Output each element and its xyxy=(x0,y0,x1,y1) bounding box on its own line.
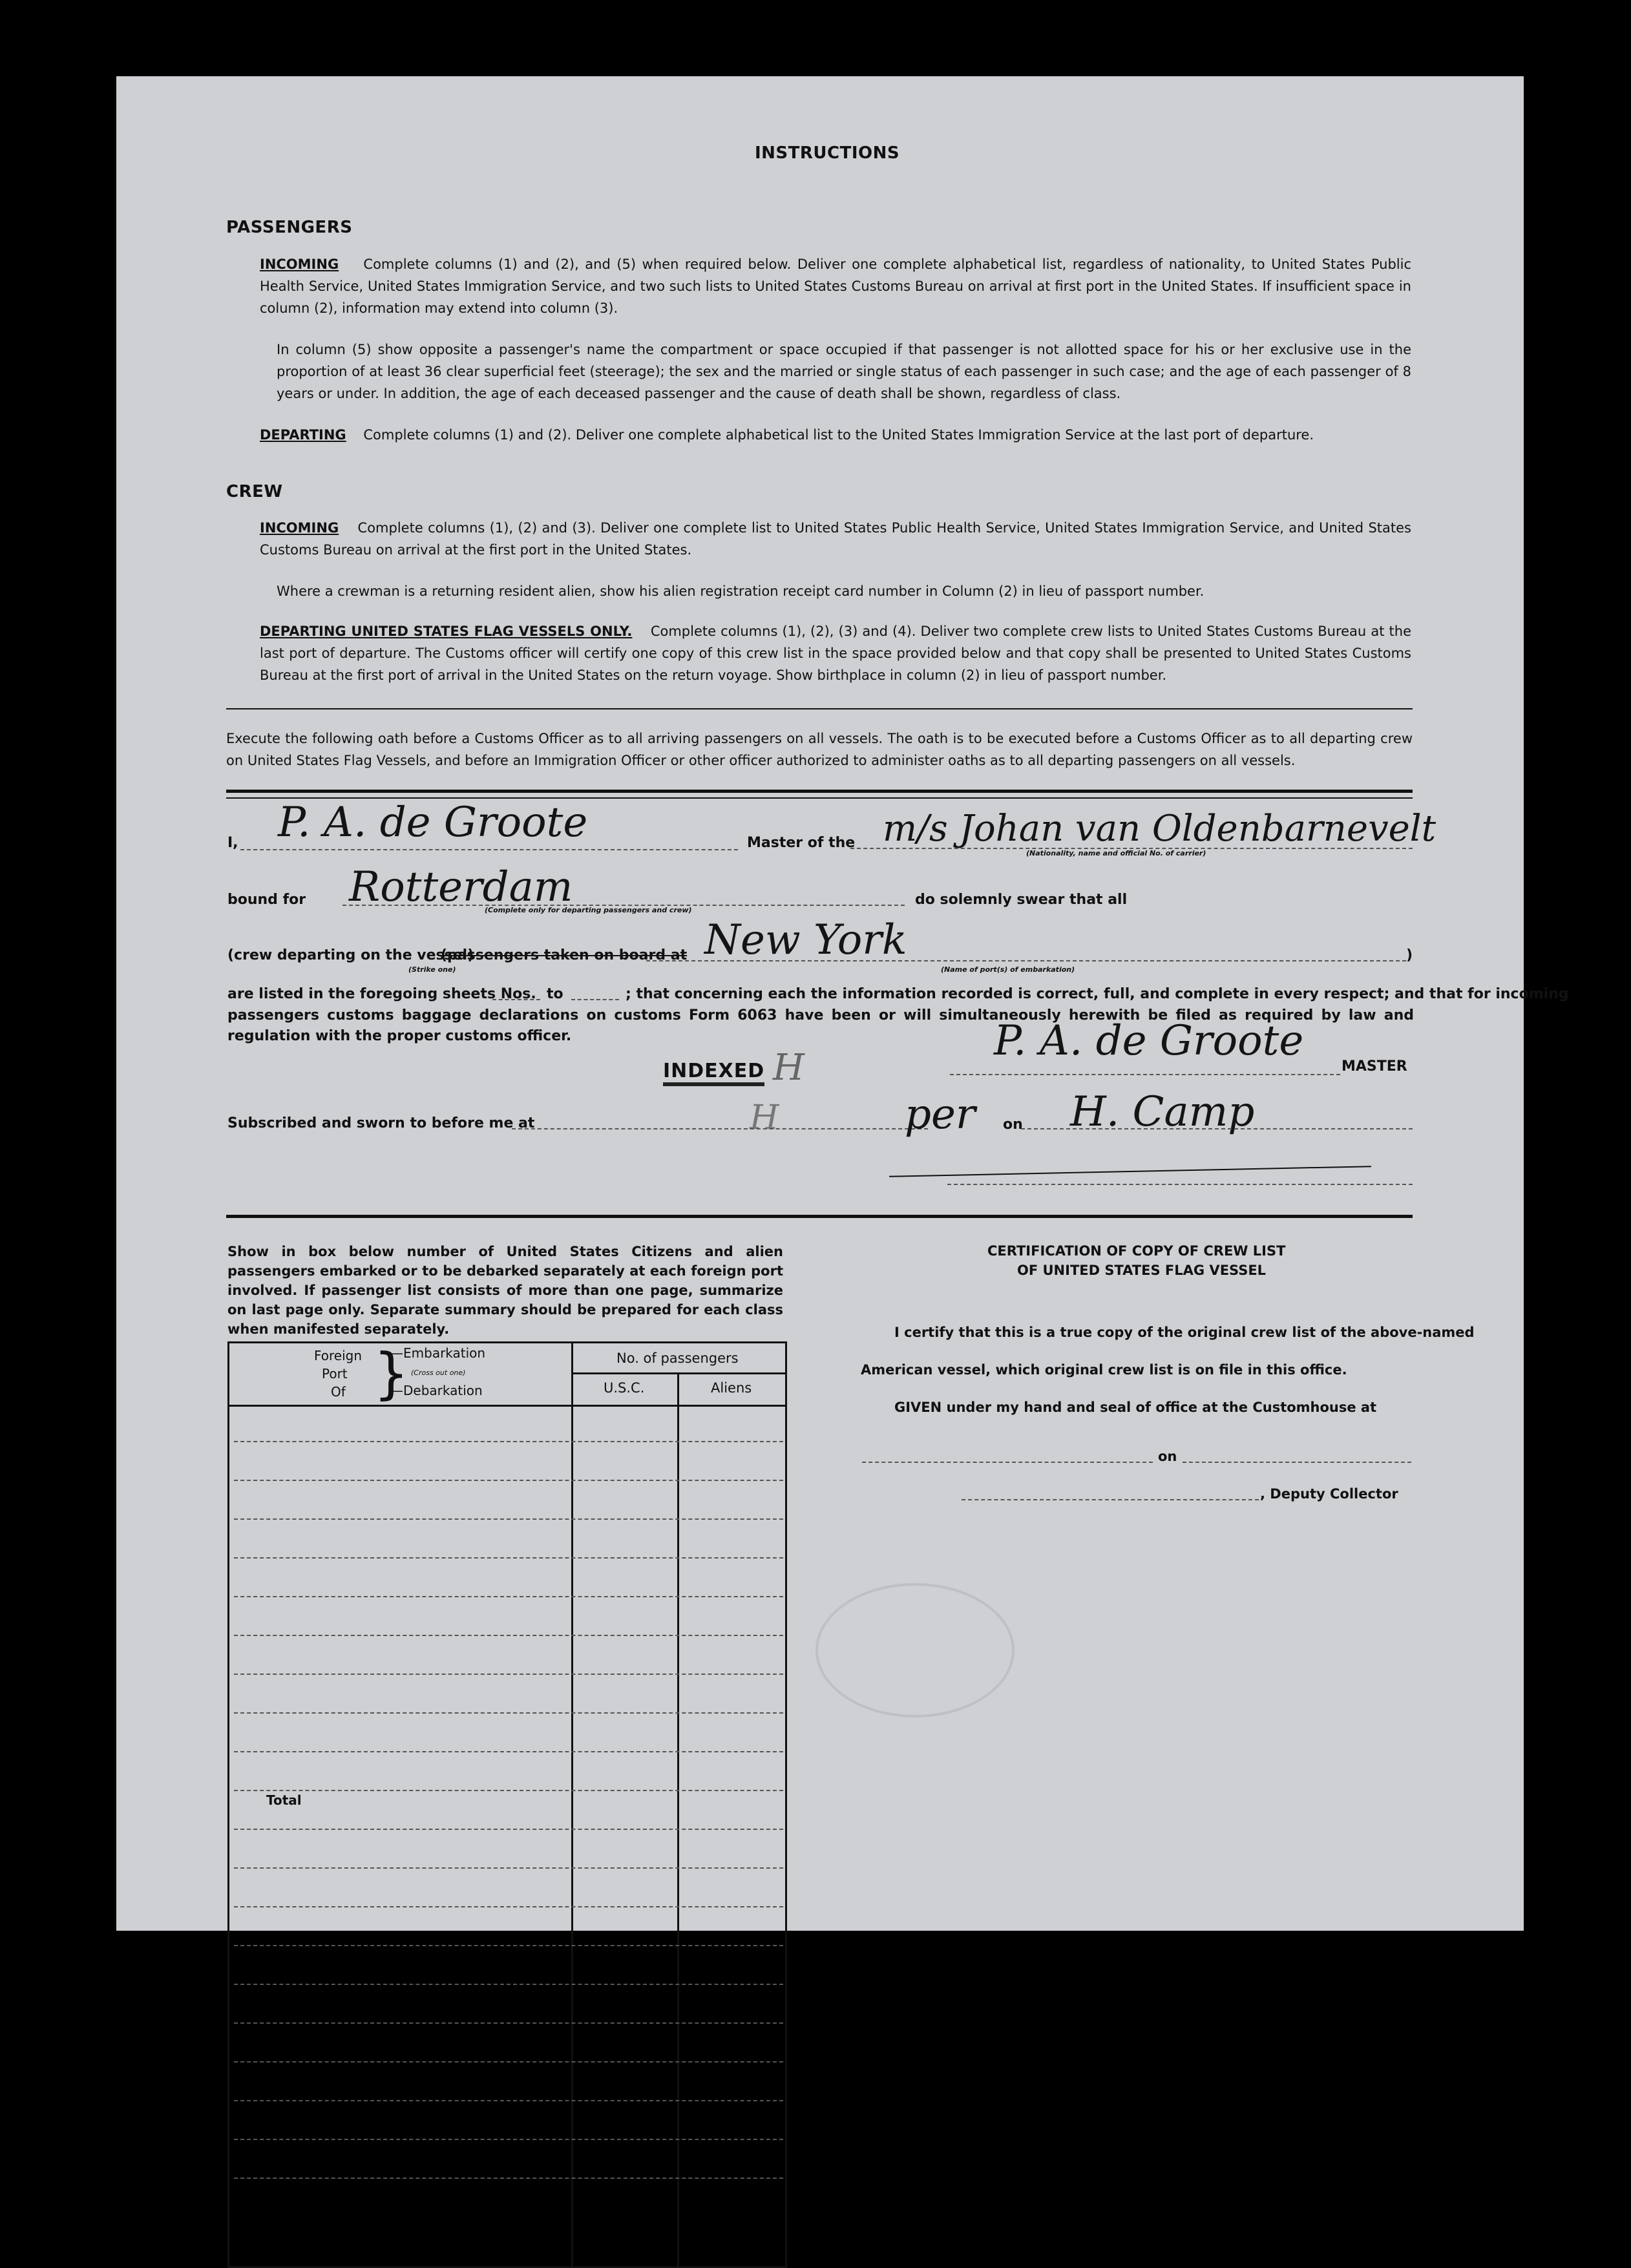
master-name-line xyxy=(240,849,738,850)
table-row xyxy=(234,1635,783,1636)
passengers-incoming-text: Complete columns (1) and (2), and (5) when required below. Deliver one complete alphabetical list, regardless of nationality, to United States Public Health Service, United States Immigration Service, and two such lists to United States Customs Bureau on arrival at first port in the United States. If insufficient space in column (2), information may extend into column (3). xyxy=(260,257,1411,316)
master-signature: P. A. de Groote xyxy=(994,1017,1304,1065)
passengers-taken-option: (passengers taken on board at xyxy=(441,947,688,963)
master-name-handwritten: P. A. de Groote xyxy=(278,799,588,846)
per-handwritten: per xyxy=(905,1091,976,1139)
certification-text-2: American vessel, which original crew list is on file in this office. xyxy=(861,1362,1347,1378)
customhouse-line xyxy=(862,1462,1153,1463)
table-header-bottom xyxy=(227,1405,787,1407)
page-title: INSTRUCTIONS xyxy=(755,143,900,163)
total-label: Total xyxy=(266,1792,302,1808)
crew-incoming-label: INCOMING xyxy=(260,520,339,536)
subscribed-place-line xyxy=(512,1128,928,1129)
bound-for-label: bound for xyxy=(227,892,306,908)
per-name-handwritten: H. Camp xyxy=(1070,1088,1255,1136)
oath-bottom-rule xyxy=(226,1215,1413,1218)
bound-for-note: (Complete only for departing passengers and crew) xyxy=(485,906,692,914)
table-row xyxy=(234,1751,783,1752)
table-row xyxy=(234,2022,783,2024)
table-row xyxy=(234,1906,783,1907)
crew-departing-option: (crew departing on the vessel) xyxy=(227,947,474,963)
debarkation-label: —Debarkation xyxy=(390,1383,483,1398)
table-row xyxy=(234,1596,783,1597)
passengers-departing-label: DEPARTING xyxy=(260,427,346,443)
listed-text-2: ; that concerning each the information recorded is correct, full, and complete in every respect; and that for incoming xyxy=(626,986,1569,1002)
table-row xyxy=(234,1557,783,1559)
subscribed-on-label: on xyxy=(1003,1117,1023,1133)
certification-on-label: on xyxy=(1158,1449,1177,1464)
table-row xyxy=(234,1945,783,1946)
passengers-heading: PASSENGERS xyxy=(226,218,353,237)
certification-text-1: I certify that this is a true copy of the original crew list of the above-named xyxy=(894,1325,1475,1340)
aliens-header: Aliens xyxy=(711,1380,752,1396)
table-row xyxy=(234,2178,783,2179)
port-note: (Name of port(s) of embarkation) xyxy=(941,965,1075,974)
certification-title-1: CERTIFICATION OF COPY OF CREW LIST xyxy=(987,1243,1286,1259)
oath-i-label: I, xyxy=(227,835,238,851)
vessel-handwritten: m/s Johan van Oldenbarnevelt xyxy=(883,808,1436,850)
crew-heading: CREW xyxy=(226,482,283,501)
sheets-from-line xyxy=(492,999,540,1000)
crew-departing-paragraph xyxy=(260,620,1411,686)
signature-line xyxy=(950,1074,1340,1075)
deputy-signature-line xyxy=(962,1499,1259,1500)
usc-header: U.S.C. xyxy=(604,1380,645,1396)
port-line xyxy=(646,960,1406,961)
table-row xyxy=(234,1984,783,1985)
brace: } xyxy=(374,1341,409,1406)
table-row xyxy=(234,1712,783,1714)
certification-text-3: GIVEN under my hand and seal of office at the Customhouse at xyxy=(894,1400,1377,1415)
crew-resident-paragraph: Where a crewman is a returning resident alien, show his alien registration receipt card number in Column (2) in lieu of passport number. xyxy=(277,583,1205,599)
crew-incoming-text: Complete columns (1), (2) and (3). Deliver one complete list to United States Public Health Service, United States Immigration Service, and United States Customs Bureau on arrival at the first port in the United States. xyxy=(260,520,1412,558)
listed-text-1: are listed in the foregoing sheets Nos. xyxy=(227,986,536,1002)
port-label: Port xyxy=(322,1366,348,1381)
certification-title-2: OF UNITED STATES FLAG VESSEL xyxy=(1017,1263,1267,1278)
listed-text-3: passengers customs baggage declarations on customs Form 6063 have been or will simultaneously herewith be filed as required by law and regulation with the proper customs officer. xyxy=(227,1007,1414,1044)
table-row xyxy=(234,1480,783,1481)
summary-intro: Show in box below number of United States Citizens and alien passengers embarked or to be debarked separately at each foreign port involved. If passenger list consists of more than one page, summarize on last page only. Separate summary should be prepared for each class when manifested separately. xyxy=(227,1244,783,1337)
oath-intro: Execute the following oath before a Customs Officer as to all arriving passengers on all vessels. The oath is to be executed before a Customs Officer as to all departing crew on United States Flag Vessels, and before an Immigration Officer or other officer authorized to administer oaths as to all departing passengers on all vessels. xyxy=(226,731,1413,768)
table-row xyxy=(234,1867,783,1869)
sheets-to-line xyxy=(571,999,619,1000)
vessel-note: (Nationality, name and official No. of carrier) xyxy=(1026,849,1206,857)
certification-date-line xyxy=(1183,1462,1411,1463)
table-row xyxy=(234,2100,783,2101)
table-row xyxy=(234,2139,783,2140)
table-row xyxy=(234,1790,783,1791)
master-label: MASTER xyxy=(1342,1058,1407,1075)
table-divider-usc xyxy=(677,1372,679,2268)
master-of-label: Master of the xyxy=(747,835,856,851)
indexed-initials: H xyxy=(773,1047,805,1089)
port-handwritten: New York xyxy=(704,916,907,964)
passengers-departing-text: Complete columns (1) and (2). Deliver one complete alphabetical list to the United States Immigration Service at the last port of departure. xyxy=(363,427,1314,443)
passengers-incoming-label: INCOMING xyxy=(260,257,339,272)
column5-paragraph: In column (5) show opposite a passenger's name the compartment or space occupied if that passenger is not allotted space for his or her exclusive use in the proportion of at least 36 clear superficial feet (steerage); the sex and the married or single status of each passenger in such case; and the age of each passenger of 8 years or under. In addition, the age of each deceased passenger and the cause of death shall be shown, regardless of class. xyxy=(277,342,1411,401)
passengers-incoming-paragraph xyxy=(260,253,1411,319)
of-label: Of xyxy=(331,1384,346,1400)
indexed-stamp: INDEXED xyxy=(663,1060,764,1086)
swear-label: do solemnly swear that all xyxy=(915,892,1128,908)
table-subheader-rule xyxy=(571,1372,787,1374)
strike-note: (Strike one) xyxy=(408,965,456,974)
subscribed-label: Subscribed and sworn to before me at xyxy=(227,1115,535,1131)
subscribed-date-line xyxy=(1021,1128,1413,1129)
crew-incoming-paragraph xyxy=(260,517,1411,561)
table-row xyxy=(234,2061,783,2063)
table-row xyxy=(234,1518,783,1520)
oath-top-rule xyxy=(226,790,1413,793)
bound-for-handwritten: Rotterdam xyxy=(349,863,573,911)
listed-to: to xyxy=(547,986,563,1002)
close-paren: ) xyxy=(1406,947,1413,963)
seal-impression xyxy=(815,1583,1015,1717)
cross-out-note: (Cross out one) xyxy=(411,1369,466,1377)
divider xyxy=(226,708,1413,709)
deputy-collector-label: , Deputy Collector xyxy=(1260,1486,1398,1502)
embarkation-label: —Embarkation xyxy=(390,1345,486,1361)
indexed-initials-2: H xyxy=(750,1098,779,1137)
foreign-label: Foreign xyxy=(314,1348,363,1363)
table-row xyxy=(234,1829,783,1830)
officer-line-2 xyxy=(947,1184,1413,1185)
passengers-departing-paragraph xyxy=(260,424,1411,446)
crew-departing-text: Complete columns (1), (2), (3) and (4). Deliver two complete crew lists to United States Customs Bureau at the last port of departure. The Customs officer will certify one copy of this crew list in the space provided below and that copy shall be presented to United States Customs Bureau at the first port of arrival in the United States on the return voyage. Show birthplace in column (2) in lieu of passport number. xyxy=(260,624,1411,683)
num-passengers-label: No. of passengers xyxy=(616,1350,739,1366)
crew-departing-label: DEPARTING UNITED STATES FLAG VESSELS ONLY. xyxy=(260,624,633,639)
table-row xyxy=(234,1441,783,1442)
table-row xyxy=(234,1674,783,1675)
